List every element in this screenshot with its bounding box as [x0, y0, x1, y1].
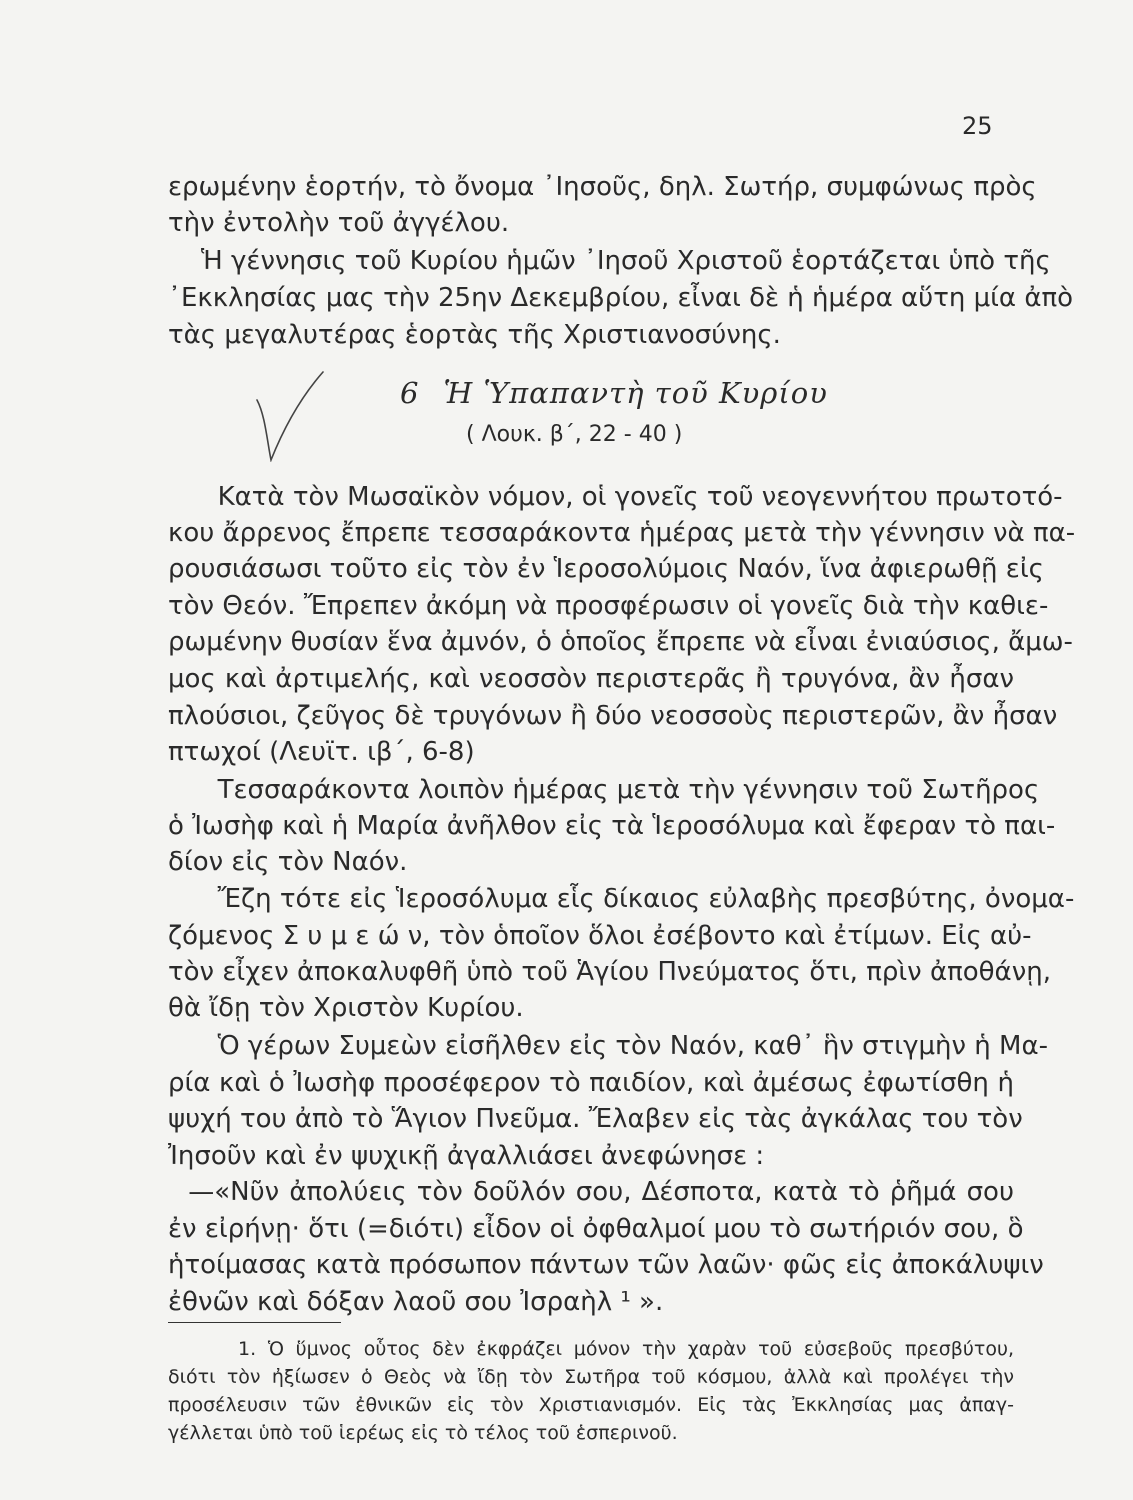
body-line: —«Νῦν ἀπολύεις τὸν δοῦλόν σου, Δέσποτα, κατὰ τὸ ῥῆμά σου [168, 1177, 1014, 1207]
body-line: πλούσιοι, ζεῦγος δὲ τρυγόνων ἢ δύο νεοσσοὺς περιστερῶν, ἂν ἦσαν [168, 701, 1058, 731]
body-line: ψυχή του ἀπὸ τὸ Ἅγιον Πνεῦμα. Ἔλαβεν εἰς τὰς ἀγκάλας του τὸν [168, 1104, 1023, 1134]
body-line: δίον εἰς τὸν Ναόν. [168, 847, 408, 877]
intro-line: τὴν ἐντολὴν τοῦ ἀγγέλου. [168, 208, 510, 238]
intro-line: ᾿Εκκλησίας μας τὴν 25ην Δεκεμβρίου, εἶναι δὲ ἡ ἡμέρα αὕτη μία ἀπὸ [168, 283, 1074, 313]
body-line: μος καὶ ἀρτιμελής, καὶ νεοσσὸν περιστερᾶς ἢ τρυγόνα, ἂν ἦσαν [168, 664, 1014, 694]
footnote-divider [168, 1322, 341, 1323]
section-reference: ( Λουκ. β΄, 22 - 40 ) [466, 422, 683, 447]
section-title: Ἡ Ὑπαπαντὴ τοῦ Κυρίου [443, 376, 828, 410]
body-line: ρωμένην θυσίαν ἕνα ἀμνόν, ὁ ὁποῖος ἔπρεπε νὰ εἶναι ἐνιαύσιος, ἄμω- [168, 627, 1073, 657]
body-line: Ἰησοῦν καὶ ἐν ψυχικῇ ἀγαλλιάσει ἀνεφώνησε : [168, 1141, 765, 1171]
footnote-line: προσέλευσιν τῶν ἐθνικῶν εἰς τὸν Χριστιανισμόν. Εἰς τὰς Ἐκκλησίας μας ἀπαγ- [168, 1394, 1014, 1416]
intro-line: ερωμένην ἑορτήν, τὸ ὄνομα ᾿Ιησοῦς, δηλ. Σωτήρ, συμφώνως πρὸς [168, 172, 1037, 202]
body-line: πτωχοί (Λευϊτ. ιβ΄, 6-8) [168, 737, 475, 767]
footnote-line: 1. Ὁ ὕμνος οὗτος δὲν ἐκφράζει μόνον τὴν χαρὰν τοῦ εὐσεβοῦς πρεσβύτου, [168, 1338, 1014, 1360]
body-line: ὁ Ἰωσὴφ καὶ ἡ Μαρία ἀνῆλθον εἰς τὰ Ἱεροσόλυμα καὶ ἔφεραν τὸ παι- [168, 811, 1056, 841]
body-line: τὸν Θεόν. Ἔπρεπεν ἀκόμη νὰ προσφέρωσιν οἱ γονεῖς διὰ τὴν καθιε- [168, 591, 1049, 621]
intro-line: τὰς μεγαλυτέρας ἑορτὰς τῆς Χριστιανοσύνης. [168, 320, 781, 350]
body-line: Κατὰ τὸν Μωσαϊκὸν νόμον, οἱ γονεῖς τοῦ νεογεννήτου πρωτοτό- [168, 482, 1063, 512]
body-line: ρία καὶ ὁ Ἰωσὴφ προσέφερον τὸ παιδίον, καὶ ἀμέσως ἐφωτίσθη ἡ [168, 1068, 1014, 1098]
handwritten-checkmark-icon [255, 370, 325, 462]
body-line: Ἔζη τότε εἰς Ἱεροσόλυμα εἷς δίκαιος εὐλαβὴς πρεσβύτης, ὀνομα- [168, 884, 1075, 914]
body-line: τὸν εἶχεν ἀποκαλυφθῆ ὑπὸ τοῦ Ἁγίου Πνεύματος ὅτι, πρὶν ἀποθάνῃ, [168, 957, 1051, 987]
body-line: ἡτοίμασας κατὰ πρόσωπον πάντων τῶν λαῶν· φῶς εἰς ἀποκάλυψιν [168, 1250, 1044, 1280]
body-line: ἐθνῶν καὶ δόξαν λαοῦ σου Ἰσραὴλ ¹ ». [168, 1287, 664, 1317]
body-line: ζόμενος Σ υ μ ε ώ ν, τὸν ὁποῖον ὅλοι ἐσέβοντο καὶ ἐτίμων. Εἰς αὐ- [168, 921, 1032, 951]
body-line: ἐν εἰρήνῃ· ὅτι (=διότι) εἶδον οἱ ὀφθαλμοί μου τὸ σωτήριόν σου, ὃ [168, 1214, 1024, 1244]
footnote-line: διότι τὸν ἠξίωσεν ὁ Θεὸς νὰ ἴδῃ τὸν Σωτῆρα τοῦ κόσμου, ἀλλὰ καὶ προλέγει τὴν [168, 1366, 1014, 1388]
page-number: 25 [962, 112, 993, 140]
intro-line: Ἡ γέννησις τοῦ Κυρίου ἡμῶν ᾿Ιησοῦ Χριστοῦ ἑορτάζεται ὑπὸ τῆς [168, 246, 1051, 276]
body-line: θὰ ἴδῃ τὸν Χριστὸν Κυρίου. [168, 993, 524, 1023]
section-number: 6 [400, 376, 420, 410]
body-line: Τεσσαράκοντα λοιπὸν ἡμέρας μετὰ τὴν γέννησιν τοῦ Σωτῆρος [168, 775, 1040, 805]
body-line: ρουσιάσωσι τοῦτο εἰς τὸν ἐν Ἱεροσολύμοις Ναόν, ἵνα ἀφιερωθῇ εἰς [168, 554, 1044, 584]
body-line: Ὁ γέρων Συμεὼν εἰσῆλθεν εἰς τὸν Ναόν, καθ᾿ ἣν στιγμὴν ἡ Μα- [168, 1031, 1048, 1061]
section-heading [400, 376, 828, 410]
footnote-line: γέλλεται ὑπὸ τοῦ ἱερέως εἰς τὸ τέλος τοῦ ἑσπερινοῦ. [168, 1422, 678, 1444]
body-line: κου ἄρρενος ἔπρεπε τεσσαράκοντα ἡμέρας μετὰ τὴν γέννησιν νὰ πα- [168, 518, 1076, 548]
